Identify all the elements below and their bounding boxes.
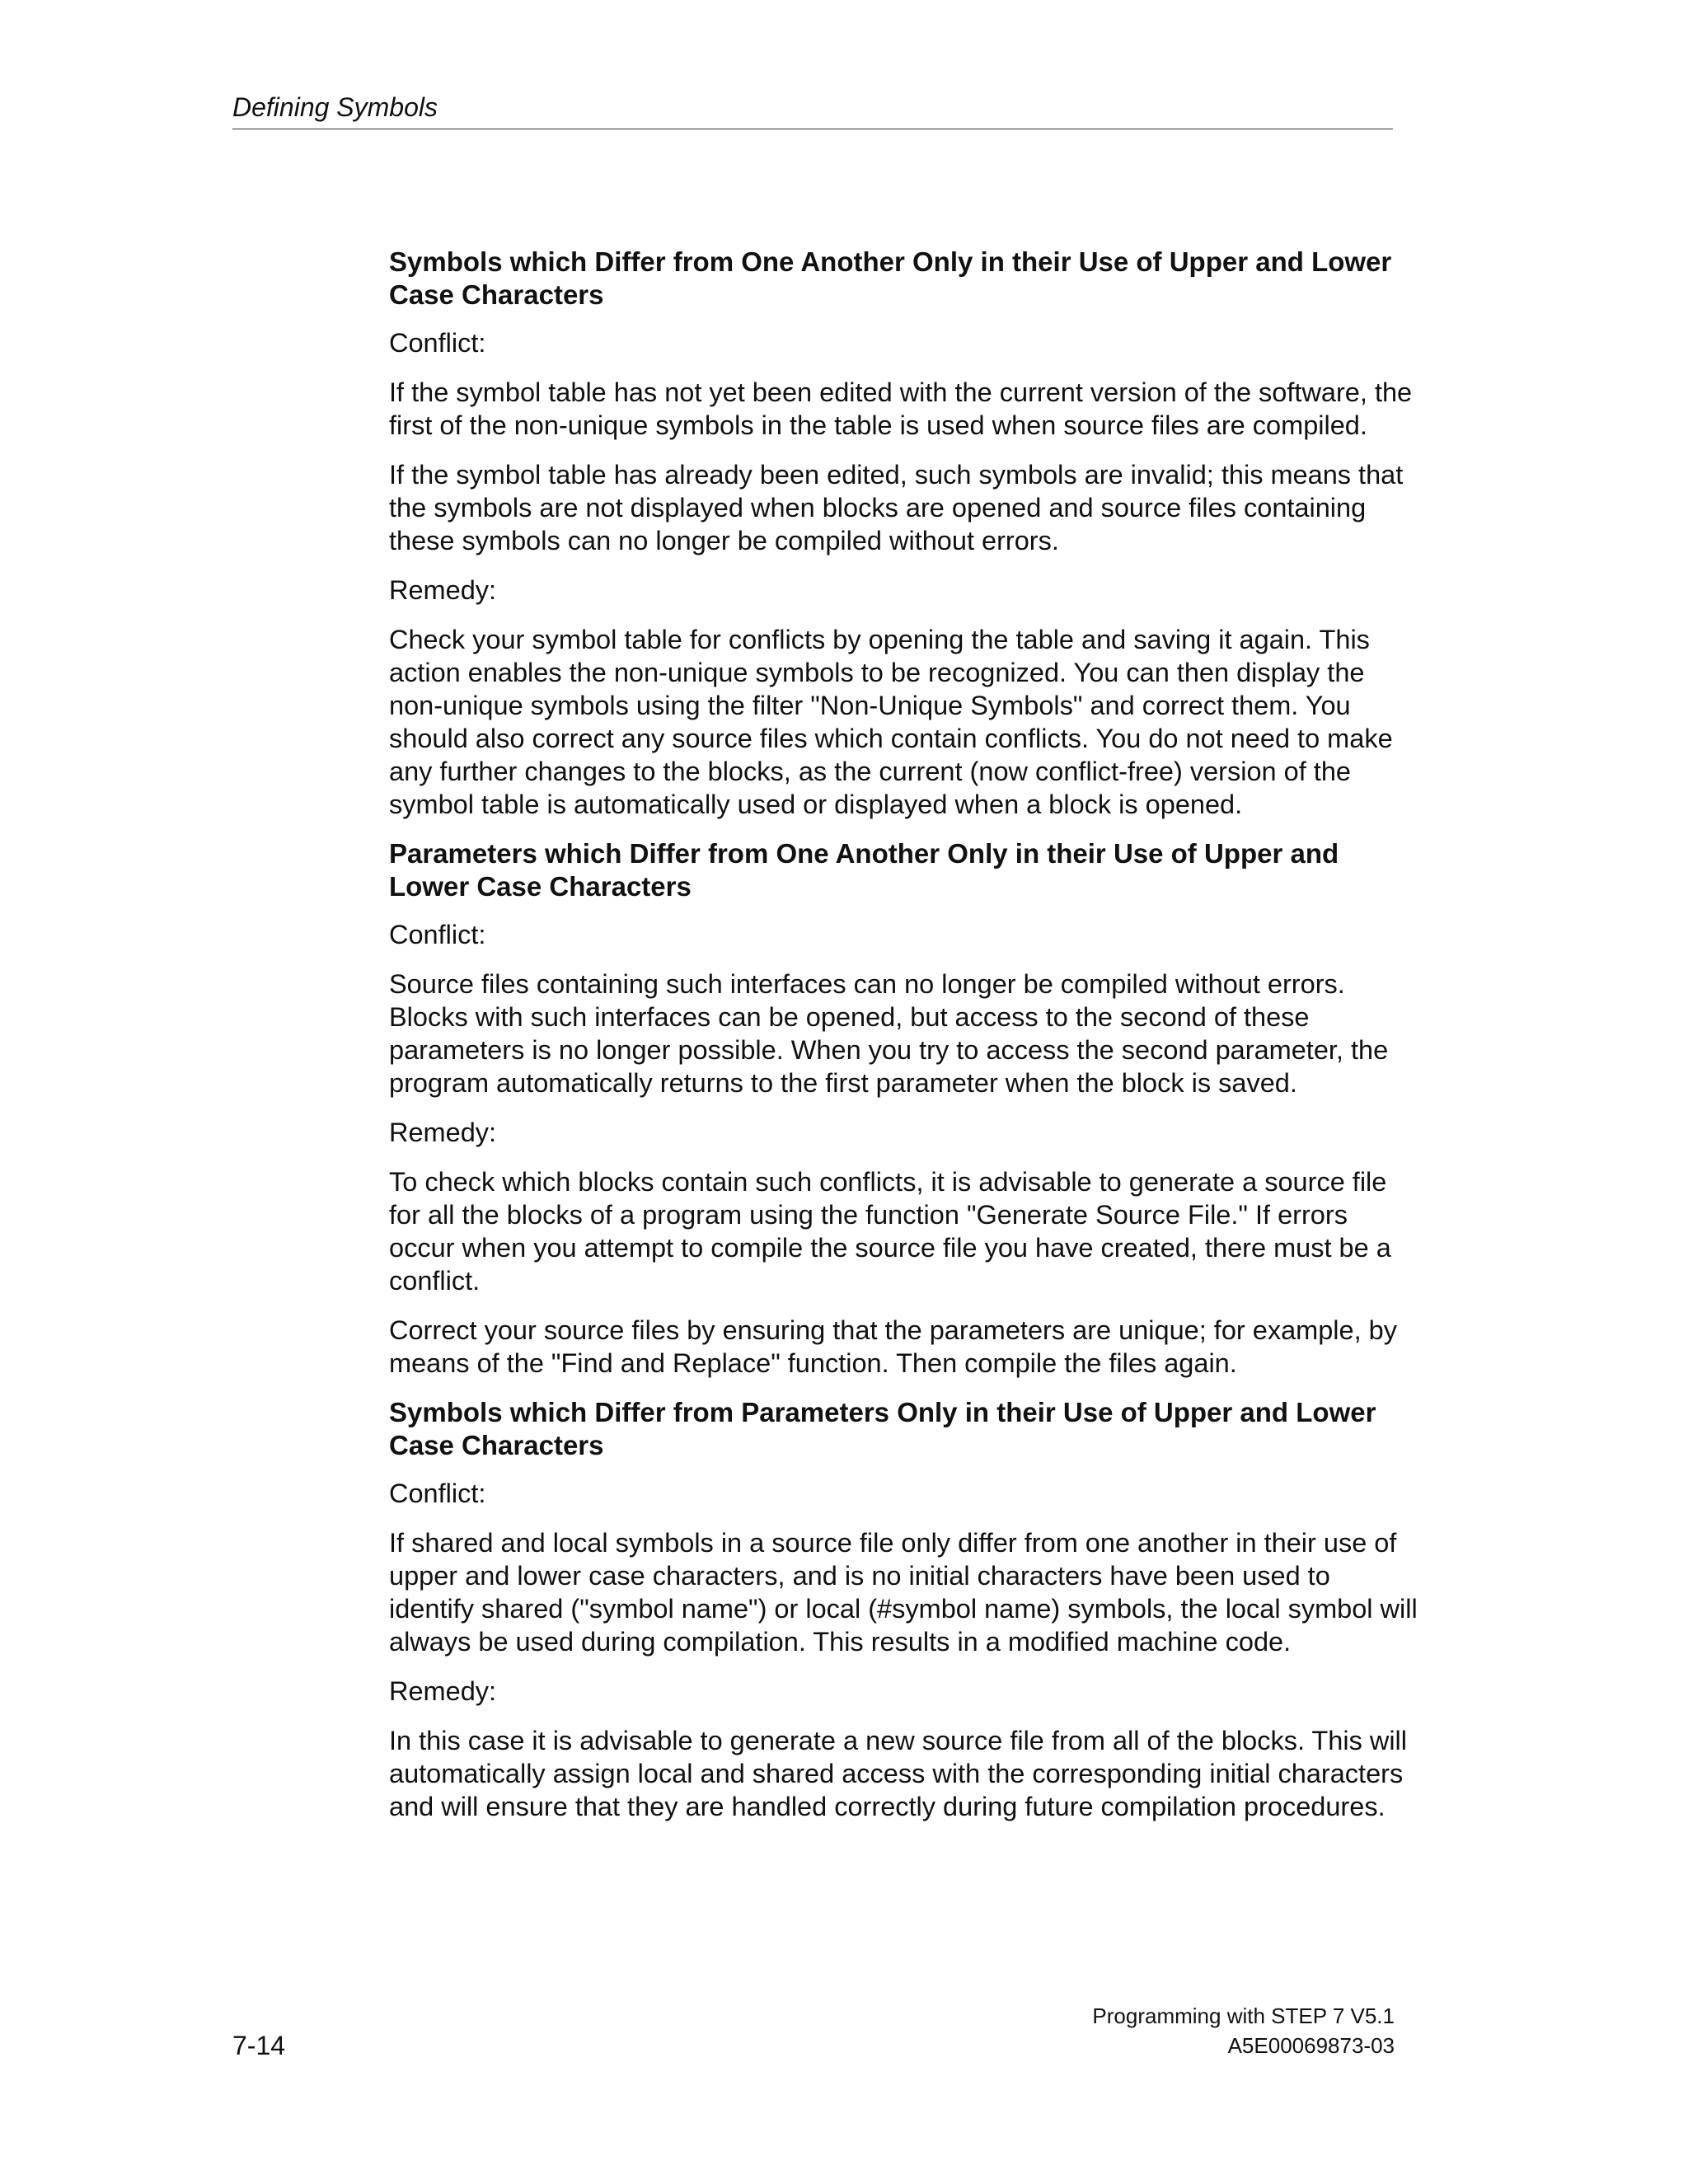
paragraph: Remedy: bbox=[389, 575, 497, 605]
paragraph: If shared and local symbols in a source file only differ from one another in their use of upper and lower case characters, and is no initial characters have been used to identify shared ("symbol name") or local (#symbol name) symbols, the local symbol will always be used during compilation. This results in a modified machine code. bbox=[389, 1528, 1418, 1657]
document-body bbox=[389, 246, 1419, 1840]
footer-info bbox=[1092, 2001, 1395, 2060]
paragraph: Remedy: bbox=[389, 1676, 497, 1706]
paragraph: Conflict: bbox=[389, 1479, 486, 1508]
paragraph: Source files containing such interfaces can no longer be compiled without errors. Blocks with such interfaces can be opened, but access to the second of these parameters is no longer possible. When you try to access the second parameter, the program automatically returns to the first parameter when the block is saved. bbox=[389, 969, 1389, 1098]
paragraph: Conflict: bbox=[389, 328, 486, 358]
section-title: Symbols which Differ from Parameters Only in their Use of Upper and Lower Case Characters bbox=[389, 1397, 1376, 1460]
paragraph: To check which blocks contain such conflicts, it is advisable to generate a source file for all the blocks of a program using the function "Generate Source File." If errors occur when you attempt to compile the source file you have created, there must be a conflict. bbox=[389, 1167, 1391, 1296]
paragraph: Conflict: bbox=[389, 920, 486, 949]
running-header-title: Defining Symbols bbox=[232, 92, 438, 122]
section-case-symbols bbox=[389, 246, 1419, 821]
section-title: Symbols which Differ from One Another Only in their Use of Upper and Lower Case Characters bbox=[389, 246, 1392, 310]
paragraph: If the symbol table has not yet been edited with the current version of the software, the first of the non-unique symbols in the table is used when source files are compiled. bbox=[389, 377, 1413, 440]
paragraph: Correct your source files by ensuring that the parameters are unique; for example, by means of the "Find and Replace" function. Then compile the files again. bbox=[389, 1315, 1397, 1378]
paragraph: In this case it is advisable to generate a new source file from all of the blocks. This will automatically assign local and shared access with the corresponding initial characters and will ensure that they are handled correctly during future compilation procedures. bbox=[389, 1726, 1407, 1821]
section-title: Parameters which Differ from One Another Only in their Use of Upper and Lower Case Characters bbox=[389, 838, 1339, 902]
page-number: 7-14 bbox=[232, 2031, 286, 2060]
section-symbols-vs-parameters bbox=[389, 1396, 1419, 1823]
paragraph: Check your symbol table for conflicts by opening the table and saving it again. This action enables the non-unique symbols to be recognized. You can then display the non-unique symbols using the filter "Non-Unique Symbols" and correct them. You should also correct any source files which contain conflicts. You do not need to make any further changes to the blocks, as the current (now conflict-free) version of the symbol table is automatically used or displayed when a block is opened. bbox=[389, 625, 1393, 819]
paragraph: Remedy: bbox=[389, 1118, 497, 1147]
section-case-parameters bbox=[389, 837, 1419, 1380]
paragraph: If the symbol table has already been edited, such symbols are invalid; this means that the symbols are not displayed when blocks are opened and source files containing these symbols can no longer be compiled without errors. bbox=[389, 460, 1404, 555]
manual-title: Programming with STEP 7 V5.1 bbox=[1092, 2004, 1395, 2028]
document-id: A5E00069873-03 bbox=[1227, 2033, 1395, 2058]
